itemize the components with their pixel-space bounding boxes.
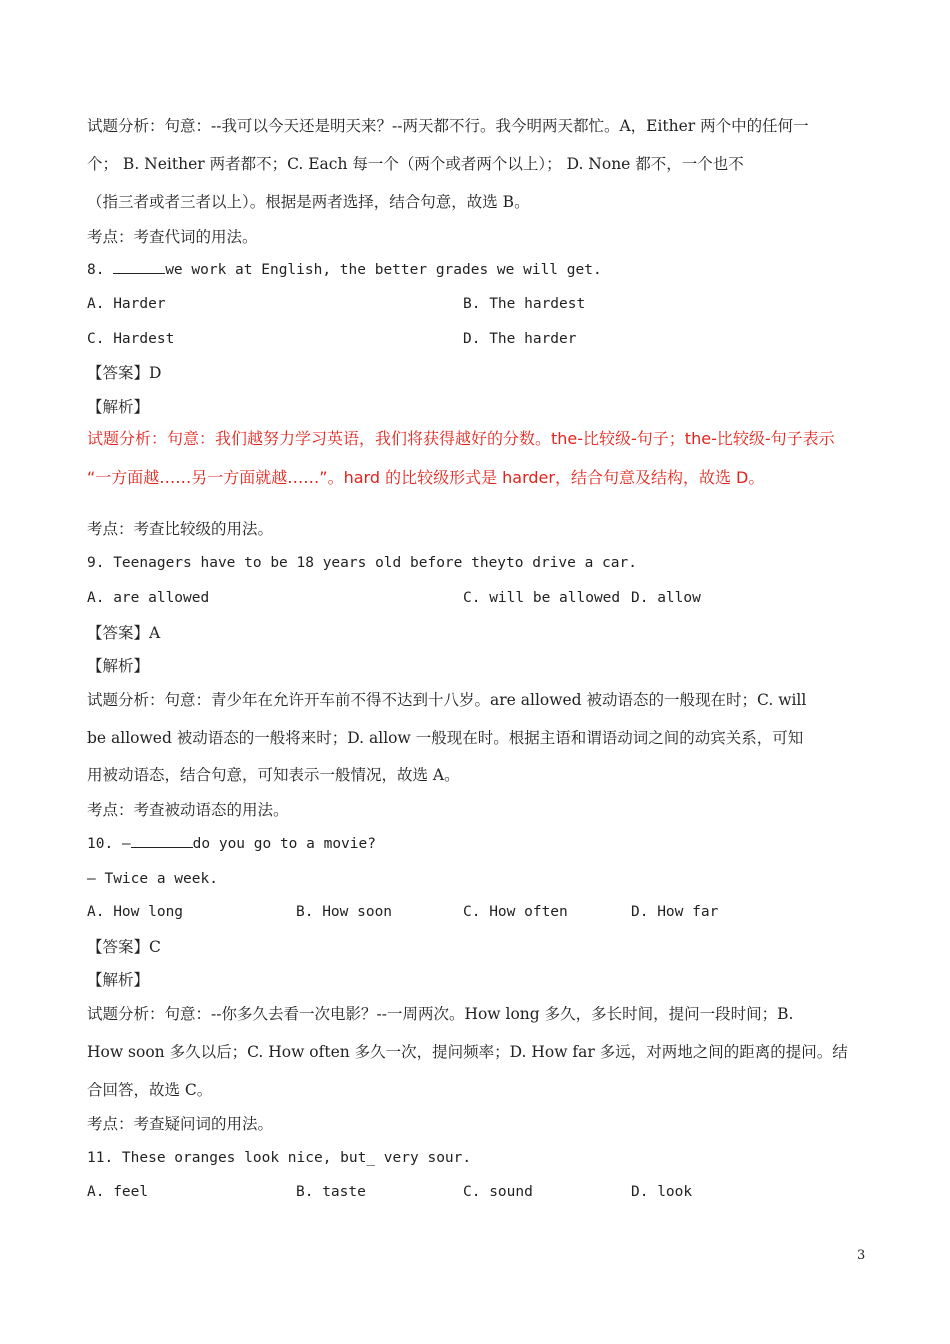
- q10-stem: [87, 833, 376, 855]
- q10-option-c: C. How often: [463, 904, 568, 920]
- q9-option-a: A. are allowed: [87, 590, 210, 606]
- q8-blank: [113, 259, 165, 274]
- q7-analysis-line-2: 个； B. Neither 两者都不；C. Each 每一个（两个或者两个以上）； D. None 都不，一个也不: [87, 155, 744, 173]
- q8-jiexi-heading: 【解析】: [87, 398, 150, 416]
- q9-stem: 9. Teenagers have to be 18 years old before theyto drive a car.: [87, 555, 637, 571]
- q11-option-b: B. taste: [296, 1184, 366, 1200]
- q10-stem-text: do you go to a movie?: [192, 836, 376, 852]
- q10-number: 10. —: [87, 836, 131, 852]
- q10-option-a: A. How long: [87, 904, 184, 920]
- q8-answer: 【答案】D: [87, 364, 162, 382]
- q8-number: 8.: [87, 262, 105, 278]
- q7-analysis-line-1: 试题分析：句意：--我可以今天还是明天来？--两天都不行。我今明两天都忙。A，Either 两个中的任何一: [87, 117, 809, 135]
- q8-kaodian: 考点：考查比较级的用法。: [87, 520, 274, 538]
- q8-option-b: B. The hardest: [463, 296, 586, 312]
- q8-option-c: C. Hardest: [87, 331, 175, 347]
- q10-analysis-line-2: How soon 多久以后；C. How often 多久一次，提问频率；D. How far 多远，对两地之间的距离的提问。结: [87, 1043, 848, 1061]
- q8-analysis-line-1: 试题分析：句意：我们越努力学习英语，我们将获得越好的分数。the-比较级-句子；the-比较级-句子表示: [87, 429, 835, 448]
- q11-stem: 11. These oranges look nice, but_ very sour.: [87, 1150, 472, 1166]
- q10-analysis-line-1: 试题分析：句意：--你多久去看一次电影？--一周两次。How long 多久，多长时间，提问一段时间；B.: [87, 1005, 794, 1023]
- q10-kaodian: 考点：考查疑问词的用法。: [87, 1115, 274, 1133]
- q8-stem-text: we work at English, the better grades we will get.: [165, 262, 602, 278]
- q11-option-a: A. feel: [87, 1184, 149, 1200]
- q9-analysis-line-3: 用被动语态，结合句意，可知表示一般情况，故选 A。: [87, 766, 460, 784]
- q10-option-b: B. How soon: [296, 904, 393, 920]
- q10-answer: 【答案】C: [87, 938, 161, 956]
- page-number: 3: [857, 1248, 866, 1263]
- q10-reply: — Twice a week.: [87, 871, 218, 887]
- q7-analysis-line-3: （指三者或者三者以上）。根据是两者选择，结合句意，故选 B。: [87, 193, 530, 211]
- q11-option-c: C. sound: [463, 1184, 533, 1200]
- q9-option-d: D. allow: [631, 590, 701, 606]
- q7-kaodian: 考点：考查代词的用法。: [87, 228, 258, 246]
- q10-jiexi-heading: 【解析】: [87, 971, 150, 989]
- q9-kaodian: 考点：考查被动语态的用法。: [87, 801, 289, 819]
- q8-analysis-line-2: “一方面越……另一方面就越……”。hard 的比较级形式是 harder，结合句意及结构，故选 D。: [87, 468, 765, 487]
- q8-option-d: D. The harder: [463, 331, 577, 347]
- q10-blank: [131, 833, 193, 848]
- q10-option-d: D. How far: [631, 904, 719, 920]
- q9-answer: 【答案】A: [87, 624, 161, 642]
- q8-stem: [87, 259, 602, 281]
- q11-option-d: D. look: [631, 1184, 693, 1200]
- q9-analysis-line-2: be allowed 被动语态的一般将来时；D. allow 一般现在时。根据主语和谓语动词之间的动宾关系，可知: [87, 729, 804, 747]
- q8-option-a: A. Harder: [87, 296, 166, 312]
- q9-analysis-line-1: 试题分析：句意：青少年在允许开车前不得不达到十八岁。are allowed 被动语态的一般现在时；C. will: [87, 691, 807, 709]
- q9-option-c: C. will be allowed: [463, 590, 621, 606]
- q9-jiexi-heading: 【解析】: [87, 657, 150, 675]
- q10-analysis-line-3: 合回答，故选 C。: [87, 1081, 213, 1099]
